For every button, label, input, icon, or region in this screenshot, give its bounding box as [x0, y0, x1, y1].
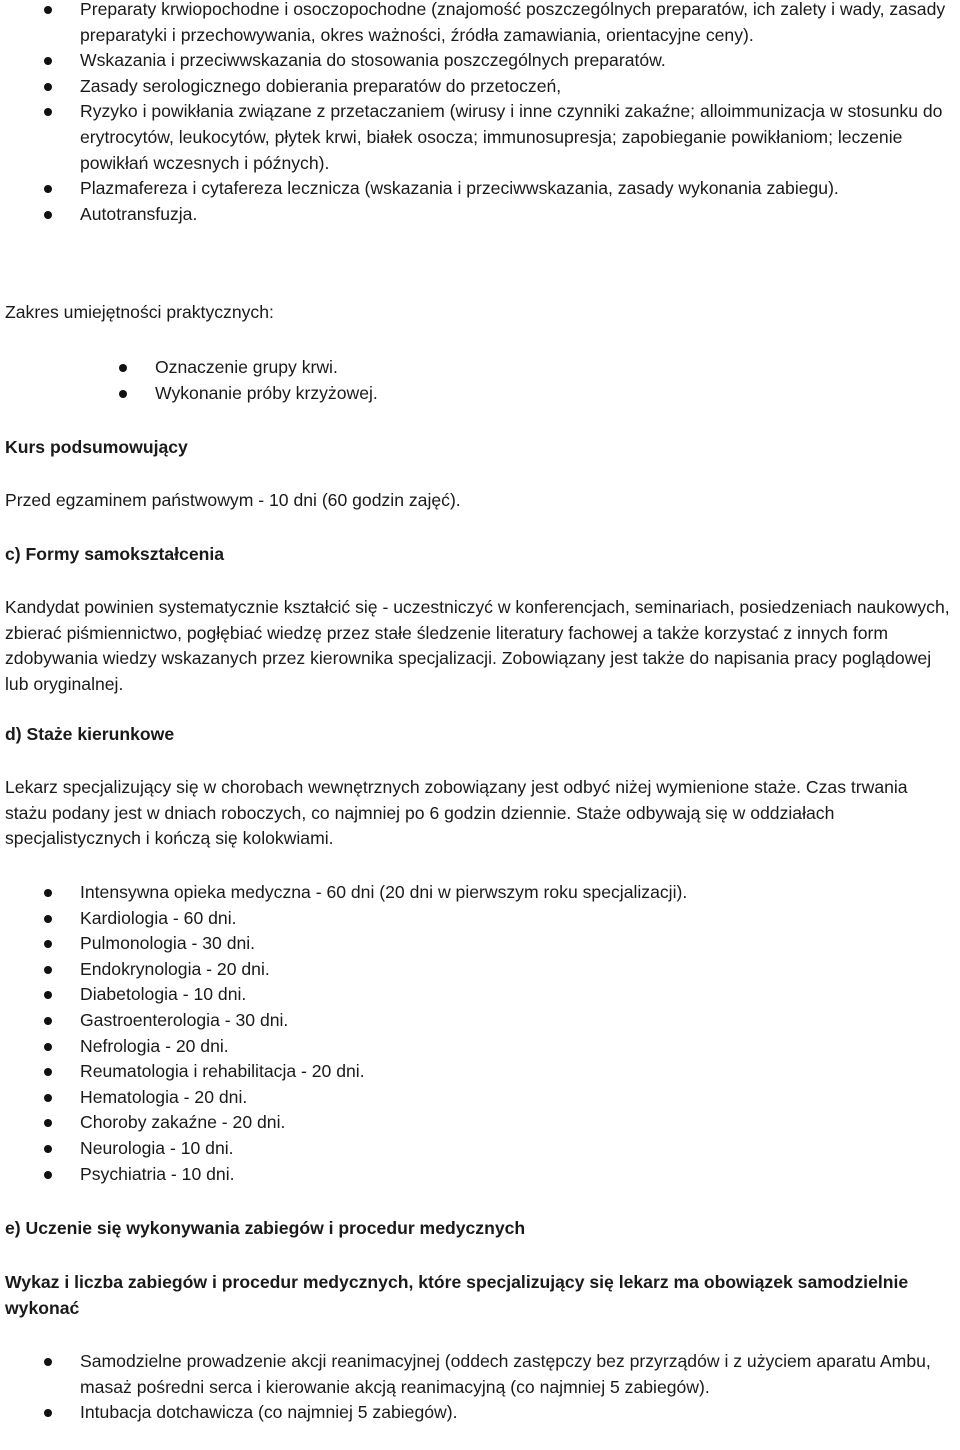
list-item: Ryzyko i powikłania związane z przetaczaniem (wirusy i inne czynniki zakaźne; alloimmunizacja w stosunku do erytrocytów, leukocytów, płytek krwi, białek osocza; immunosupresja; zapobieganie powikłaniom; leczenie powikłań wczesnych i późnych).	[80, 99, 950, 176]
section-b-list	[80, 0, 950, 227]
list-item: Hematologia - 20 dni.	[80, 1085, 950, 1111]
list-item: Samodzielne prowadzenie akcji reanimacyjnej (oddech zastępczy bez przyrządów i z użyciem aparatu Ambu, masaż pośredni serca i kierowanie akcją reanimacyjną (co najmniej 5 zabiegów).	[80, 1349, 950, 1400]
summary-course-heading: Kurs podsumowujący	[5, 437, 188, 457]
list-item: Intubacja dotchawicza (co najmniej 5 zabiegów).	[80, 1400, 950, 1426]
list-item: Plazmafereza i cytafereza lecznicza (wskazania i przeciwwskazania, zasady wykonania zabiegu).	[80, 176, 950, 202]
list-item: Intensywna opieka medyczna - 60 dni (20 dni w pierwszym roku specjalizacji).	[80, 880, 950, 906]
procedures-list	[80, 1349, 950, 1426]
list-item: Kardiologia - 60 dni.	[80, 906, 950, 932]
section-d-text: Lekarz specjalizujący się w chorobach wewnętrznych zobowiązany jest odbyć niżej wymienione staże. Czas trwania stażu podany jest w dniach roboczych, co najmniej po 6 godzin dziennie. Staże odbywają się w oddziałach specjalistycznych i kończą się kolokwiami.	[5, 777, 908, 849]
list-item: Endokrynologia - 20 dni.	[80, 957, 950, 983]
list-item: Autotransfuzja.	[80, 202, 950, 228]
internship-list	[80, 880, 950, 1187]
list-item: Diabetologia - 10 dni.	[80, 982, 950, 1008]
section-e-subheading: Wykaz i liczba zabiegów i procedur medycznych, które specjalizujący się lekarz ma obowiązek samodzielnie wykonać	[5, 1272, 909, 1318]
section-e-heading: e) Uczenie się wykonywania zabiegów i procedur medycznych	[5, 1218, 526, 1238]
list-item: Choroby zakaźne - 20 dni.	[80, 1110, 950, 1136]
list-item: Gastroenterologia - 30 dni.	[80, 1008, 950, 1034]
skills-list	[155, 355, 935, 406]
list-item: Zasady serologicznego dobierania preparatów do przetoczeń,	[80, 74, 950, 100]
list-item: Neurologia - 10 dni.	[80, 1136, 950, 1162]
list-item: Wykonanie próby krzyżowej.	[155, 381, 935, 407]
section-c-heading: c) Formy samokształcenia	[5, 544, 225, 564]
list-item: Reumatologia i rehabilitacja - 20 dni.	[80, 1059, 950, 1085]
list-item: Wskazania i przeciwwskazania do stosowania poszczególnych preparatów.	[80, 48, 950, 74]
summary-course-text: Przed egzaminem państwowym - 10 dni (60 godzin zajęć).	[5, 490, 461, 510]
skills-heading: Zakres umiejętności praktycznych:	[5, 302, 274, 322]
list-item: Oznaczenie grupy krwi.	[155, 355, 935, 381]
list-item: Preparaty krwiopochodne i osoczopochodne (znajomość poszczególnych preparatów, ich zalety i wady, zasady preparatyki i przechowywania, okres ważności, źródła zamawiania, orientacyjne ceny).	[80, 0, 950, 48]
list-item: Pulmonologia - 30 dni.	[80, 931, 950, 957]
section-d-heading: d) Staże kierunkowe	[5, 724, 175, 744]
section-c-text: Kandydat powinien systematycznie kształcić się - uczestniczyć w konferencjach, seminariach, posiedzeniach naukowych, zbierać piśmiennictwo, pogłębiać wiedzę przez stałe śledzenie literatury fachowej a także korzystać z innych form zdobywania wiedzy wskazanych przez kierownika specjalizacji. Zobowiązany jest także do napisania pracy poglądowej lub oryginalnej.	[5, 597, 950, 694]
list-item: Psychiatria - 10 dni.	[80, 1162, 950, 1188]
list-item: Nefrologia - 20 dni.	[80, 1034, 950, 1060]
